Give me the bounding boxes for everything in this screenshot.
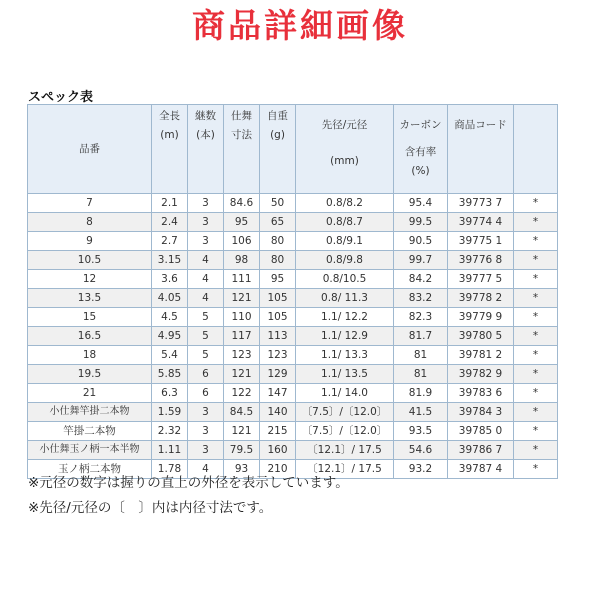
cell-shimai: 122 bbox=[224, 384, 260, 403]
cell-code: 39781 2 bbox=[448, 346, 514, 365]
cell-carbon: 83.2 bbox=[394, 289, 448, 308]
cell-hinban: 13.5 bbox=[28, 289, 152, 308]
spec-table bbox=[27, 104, 558, 479]
header-code: 商品コード bbox=[448, 105, 514, 194]
cell-sakei: 1.1/ 12.2 bbox=[296, 308, 394, 327]
cell-carbon: 41.5 bbox=[394, 403, 448, 422]
cell-sakei: 1.1/ 13.3 bbox=[296, 346, 394, 365]
cell-sakei: 〔12.1〕/ 17.5 bbox=[296, 460, 394, 479]
cell-shimai: 121 bbox=[224, 289, 260, 308]
cell-zencho: 6.3 bbox=[152, 384, 188, 403]
cell-code: 39773 7 bbox=[448, 194, 514, 213]
cell-code: 39786 7 bbox=[448, 441, 514, 460]
cell-tsugi: 3 bbox=[188, 194, 224, 213]
cell-sakei: 0.8/ 11.3 bbox=[296, 289, 394, 308]
cell-hinban: 21 bbox=[28, 384, 152, 403]
cell-code: 39779 9 bbox=[448, 308, 514, 327]
cell-code: 39777 5 bbox=[448, 270, 514, 289]
page-title: 商品詳細画像 bbox=[192, 6, 408, 45]
cell-mark: * bbox=[514, 384, 558, 403]
cell-sakei: 0.8/8.2 bbox=[296, 194, 394, 213]
cell-zencho: 3.15 bbox=[152, 251, 188, 270]
cell-sakei: 1.1/ 14.0 bbox=[296, 384, 394, 403]
cell-mark: * bbox=[514, 251, 558, 270]
note-inner-diameter: ※先径/元径の〔 〕内は内径寸法です。 bbox=[28, 500, 273, 516]
cell-zencho: 2.1 bbox=[152, 194, 188, 213]
cell-mark: * bbox=[514, 270, 558, 289]
cell-zencho: 4.05 bbox=[152, 289, 188, 308]
cell-jiju: 80 bbox=[260, 251, 296, 270]
header-shimai: 仕舞 寸法 bbox=[224, 105, 260, 194]
cell-code: 39778 2 bbox=[448, 289, 514, 308]
cell-tsugi: 6 bbox=[188, 365, 224, 384]
cell-code: 39775 1 bbox=[448, 232, 514, 251]
cell-shimai: 106 bbox=[224, 232, 260, 251]
cell-zencho: 1.59 bbox=[152, 403, 188, 422]
cell-hinban: 16.5 bbox=[28, 327, 152, 346]
cell-code: 39783 6 bbox=[448, 384, 514, 403]
cell-tsugi: 5 bbox=[188, 308, 224, 327]
cell-carbon: 81 bbox=[394, 346, 448, 365]
cell-code: 39784 3 bbox=[448, 403, 514, 422]
cell-tsugi: 6 bbox=[188, 384, 224, 403]
cell-mark: * bbox=[514, 289, 558, 308]
cell-tsugi: 4 bbox=[188, 251, 224, 270]
cell-carbon: 93.2 bbox=[394, 460, 448, 479]
cell-carbon: 81.9 bbox=[394, 384, 448, 403]
cell-carbon: 84.2 bbox=[394, 270, 448, 289]
table-row bbox=[28, 232, 558, 251]
cell-tsugi: 3 bbox=[188, 403, 224, 422]
cell-code: 39782 9 bbox=[448, 365, 514, 384]
cell-mark: * bbox=[514, 422, 558, 441]
header-zencho: 全長 (m) bbox=[152, 105, 188, 194]
cell-shimai: 79.5 bbox=[224, 441, 260, 460]
cell-mark: * bbox=[514, 308, 558, 327]
cell-jiju: 147 bbox=[260, 384, 296, 403]
cell-jiju: 215 bbox=[260, 422, 296, 441]
cell-tsugi: 5 bbox=[188, 346, 224, 365]
cell-zencho: 1.11 bbox=[152, 441, 188, 460]
cell-zencho: 5.85 bbox=[152, 365, 188, 384]
table-header-row bbox=[28, 105, 558, 194]
header-sakei: 先径/元径 (mm) bbox=[296, 105, 394, 194]
cell-shimai: 84.6 bbox=[224, 194, 260, 213]
cell-carbon: 95.4 bbox=[394, 194, 448, 213]
cell-jiju: 113 bbox=[260, 327, 296, 346]
cell-code: 39787 4 bbox=[448, 460, 514, 479]
cell-jiju: 123 bbox=[260, 346, 296, 365]
cell-code: 39780 5 bbox=[448, 327, 514, 346]
cell-jiju: 160 bbox=[260, 441, 296, 460]
cell-jiju: 65 bbox=[260, 213, 296, 232]
header-tsugi: 継数 (本) bbox=[188, 105, 224, 194]
cell-hinban: 小仕舞玉ノ柄一本半物 bbox=[28, 441, 152, 460]
cell-tsugi: 4 bbox=[188, 289, 224, 308]
cell-mark: * bbox=[514, 403, 558, 422]
cell-carbon: 81.7 bbox=[394, 327, 448, 346]
cell-sakei: 0.8/9.8 bbox=[296, 251, 394, 270]
cell-mark: * bbox=[514, 194, 558, 213]
cell-carbon: 82.3 bbox=[394, 308, 448, 327]
cell-jiju: 140 bbox=[260, 403, 296, 422]
table-row bbox=[28, 422, 558, 441]
cell-jiju: 50 bbox=[260, 194, 296, 213]
cell-hinban: 竿掛二本物 bbox=[28, 422, 152, 441]
cell-zencho: 4.95 bbox=[152, 327, 188, 346]
cell-hinban: 9 bbox=[28, 232, 152, 251]
cell-carbon: 90.5 bbox=[394, 232, 448, 251]
table-row bbox=[28, 365, 558, 384]
cell-shimai: 93 bbox=[224, 460, 260, 479]
cell-hinban: 8 bbox=[28, 213, 152, 232]
cell-carbon: 81 bbox=[394, 365, 448, 384]
cell-carbon: 93.5 bbox=[394, 422, 448, 441]
cell-hinban: 12 bbox=[28, 270, 152, 289]
cell-tsugi: 3 bbox=[188, 441, 224, 460]
cell-sakei: 〔7.5〕/〔12.0〕 bbox=[296, 403, 394, 422]
cell-jiju: 105 bbox=[260, 308, 296, 327]
cell-carbon: 54.6 bbox=[394, 441, 448, 460]
cell-shimai: 84.5 bbox=[224, 403, 260, 422]
cell-tsugi: 3 bbox=[188, 232, 224, 251]
cell-shimai: 111 bbox=[224, 270, 260, 289]
table-row bbox=[28, 403, 558, 422]
cell-sakei: 0.8/9.1 bbox=[296, 232, 394, 251]
spec-table-label: スペック表 bbox=[28, 90, 94, 105]
table-row bbox=[28, 289, 558, 308]
header-extra bbox=[514, 105, 558, 194]
header-jiju: 自重 (g) bbox=[260, 105, 296, 194]
cell-mark: * bbox=[514, 232, 558, 251]
cell-tsugi: 4 bbox=[188, 270, 224, 289]
table-row bbox=[28, 327, 558, 346]
note-outer-diameter: ※元径の数字は握りの直上の外径を表示しています。 bbox=[28, 475, 349, 491]
cell-jiju: 80 bbox=[260, 232, 296, 251]
cell-mark: * bbox=[514, 346, 558, 365]
cell-zencho: 2.7 bbox=[152, 232, 188, 251]
cell-sakei: 0.8/8.7 bbox=[296, 213, 394, 232]
cell-hinban: 18 bbox=[28, 346, 152, 365]
table-body bbox=[28, 194, 558, 479]
cell-shimai: 110 bbox=[224, 308, 260, 327]
cell-zencho: 1.78 bbox=[152, 460, 188, 479]
cell-zencho: 2.4 bbox=[152, 213, 188, 232]
cell-code: 39785 0 bbox=[448, 422, 514, 441]
table-row bbox=[28, 251, 558, 270]
cell-carbon: 99.5 bbox=[394, 213, 448, 232]
cell-shimai: 121 bbox=[224, 365, 260, 384]
cell-shimai: 117 bbox=[224, 327, 260, 346]
cell-mark: * bbox=[514, 365, 558, 384]
cell-sakei: 〔12.1〕/ 17.5 bbox=[296, 441, 394, 460]
header-carbon: カーボン 含有率 (%) bbox=[394, 105, 448, 194]
cell-zencho: 4.5 bbox=[152, 308, 188, 327]
cell-tsugi: 3 bbox=[188, 422, 224, 441]
table-row bbox=[28, 270, 558, 289]
table-row bbox=[28, 194, 558, 213]
cell-mark: * bbox=[514, 327, 558, 346]
cell-sakei: 1.1/ 12.9 bbox=[296, 327, 394, 346]
table-row bbox=[28, 213, 558, 232]
cell-hinban: 19.5 bbox=[28, 365, 152, 384]
cell-shimai: 98 bbox=[224, 251, 260, 270]
cell-hinban: 7 bbox=[28, 194, 152, 213]
cell-mark: * bbox=[514, 460, 558, 479]
table-row bbox=[28, 346, 558, 365]
table-row bbox=[28, 308, 558, 327]
cell-mark: * bbox=[514, 441, 558, 460]
cell-carbon: 99.7 bbox=[394, 251, 448, 270]
cell-hinban: 10.5 bbox=[28, 251, 152, 270]
cell-tsugi: 4 bbox=[188, 460, 224, 479]
cell-hinban: 小仕舞竿掛二本物 bbox=[28, 403, 152, 422]
cell-shimai: 123 bbox=[224, 346, 260, 365]
cell-shimai: 121 bbox=[224, 422, 260, 441]
cell-sakei: 1.1/ 13.5 bbox=[296, 365, 394, 384]
cell-jiju: 210 bbox=[260, 460, 296, 479]
cell-zencho: 5.4 bbox=[152, 346, 188, 365]
cell-code: 39774 4 bbox=[448, 213, 514, 232]
cell-code: 39776 8 bbox=[448, 251, 514, 270]
cell-sakei: 〔7.5〕/〔12.0〕 bbox=[296, 422, 394, 441]
table-row bbox=[28, 384, 558, 403]
header-hinban: 品番 bbox=[28, 105, 152, 194]
cell-hinban: 15 bbox=[28, 308, 152, 327]
cell-tsugi: 3 bbox=[188, 213, 224, 232]
table-row bbox=[28, 441, 558, 460]
cell-jiju: 129 bbox=[260, 365, 296, 384]
cell-sakei: 0.8/10.5 bbox=[296, 270, 394, 289]
cell-jiju: 105 bbox=[260, 289, 296, 308]
cell-mark: * bbox=[514, 213, 558, 232]
cell-zencho: 2.32 bbox=[152, 422, 188, 441]
cell-hinban: 玉ノ柄二本物 bbox=[28, 460, 152, 479]
cell-shimai: 95 bbox=[224, 213, 260, 232]
cell-tsugi: 5 bbox=[188, 327, 224, 346]
cell-zencho: 3.6 bbox=[152, 270, 188, 289]
cell-jiju: 95 bbox=[260, 270, 296, 289]
